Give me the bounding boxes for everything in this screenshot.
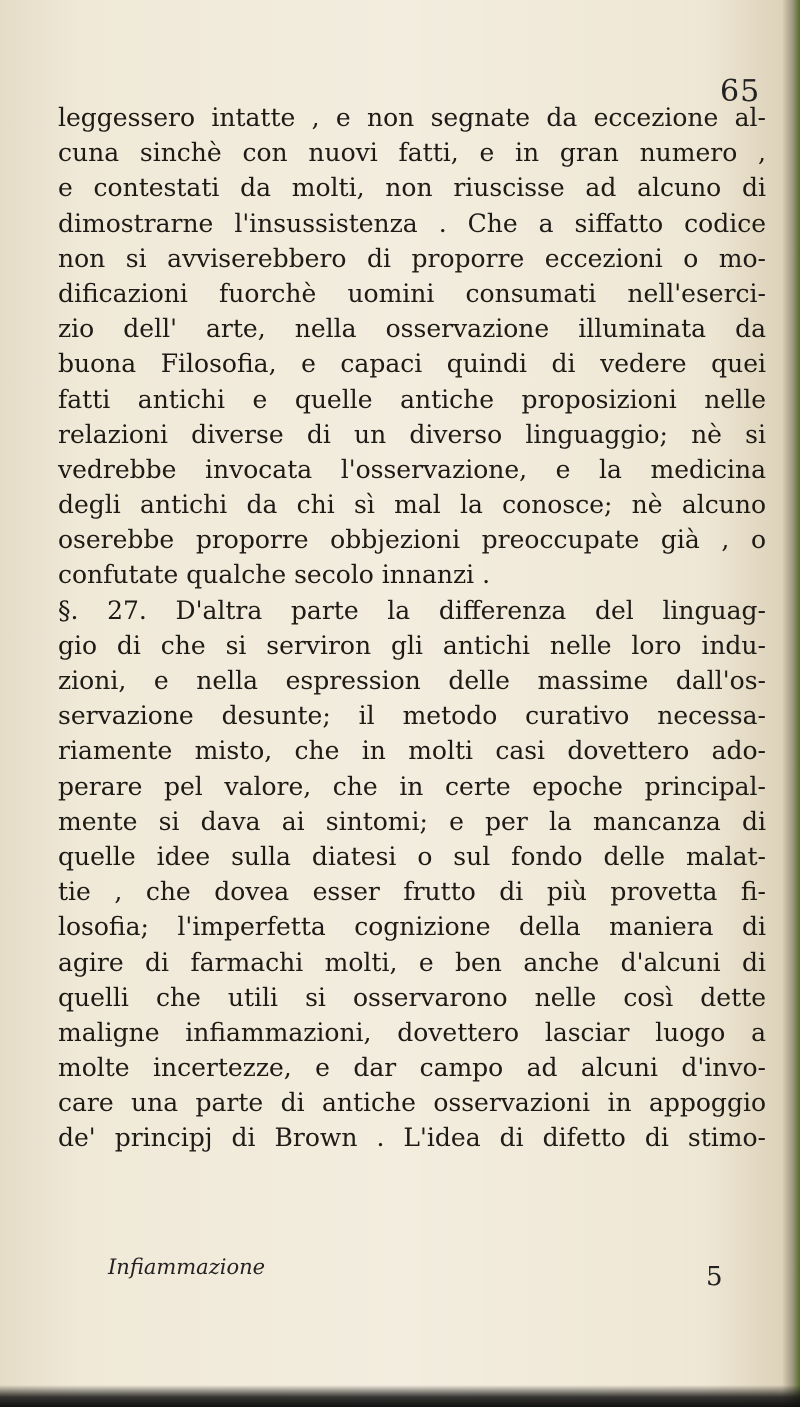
text-line: maligne infiammazioni, dovettero lasciar luogo a: [58, 1017, 766, 1047]
text-line: dificazioni fuorchè uomini consumati nell'eserci-: [58, 278, 766, 308]
text-line: zioni, e nella espression delle massime dall'os-: [58, 666, 766, 695]
text-line: cuna sinchè con nuovi fatti, e in gran numero ,: [58, 138, 766, 168]
text-line: fatti antichi e quelle antiche proposizioni nelle: [58, 384, 766, 414]
text-line: losofia; l'imperfetta cognizione della maniera di: [58, 912, 766, 942]
text-line: servazione desunte; il metodo curativo necessa-: [58, 701, 766, 731]
body-text: [58, 100, 766, 1156]
text-line: quelle idee sulla diatesi o sul fondo delle malat-: [58, 841, 766, 871]
text-line: e contestati da molti, non riuscisse ad alcuno di: [58, 173, 766, 203]
signature-mark: 5: [706, 1262, 723, 1292]
paragraph-end-line: confutate qualche secolo innanzi .: [58, 560, 491, 590]
text-line: perare pel valore, che in certe epoche principal-: [58, 771, 766, 801]
text-line: tie , che dovea esser frutto di più provetta fi-: [58, 877, 766, 907]
page-number: 65: [720, 74, 761, 109]
text-line: mente si dava ai sintomi; e per la mancanza di: [58, 806, 766, 836]
text-line: vedrebbe invocata l'osservazione, e la medicina: [58, 454, 766, 484]
text-line: de' principj di Brown . L'idea di difetto di stimo-: [58, 1123, 766, 1153]
text-line: non si avviserebbero di proporre eccezioni o mo-: [58, 243, 766, 273]
section-start-line: §. 27. D'altra parte la differenza del linguag-: [58, 595, 766, 625]
text-line: relazioni diverse di un diverso linguaggio; nè si: [58, 419, 766, 449]
scan-bottom-border: [0, 1385, 800, 1407]
text-line: buona Filosofia, e capaci quindi di vedere quei: [58, 349, 766, 379]
text-line: molte incertezze, e dar campo ad alcuni d'invo-: [58, 1053, 766, 1083]
text-line: gio di che si serviron gli antichi nelle loro indu-: [58, 630, 766, 660]
text-line: care una parte di antiche osservazioni in appoggio: [58, 1088, 766, 1118]
text-line: agire di farmachi molti, e ben anche d'alcuni di: [58, 947, 766, 977]
page-edge-shadow: [782, 0, 800, 1407]
text-line: dimostrarne l'insussistenza . Che a siffatto codice: [58, 208, 766, 238]
text-line: riamente misto, che in molti casi dovettero ado-: [58, 736, 766, 766]
text-line: zio dell' arte, nella osservazione illuminata da: [58, 314, 766, 344]
text-line: degli antichi da chi sì mal la conosce; nè alcuno: [58, 490, 766, 520]
catchword: Infiammazione: [108, 1255, 266, 1279]
text-line: leggessero intatte , e non segnate da eccezione al-: [58, 103, 766, 132]
text-line: quelli che utili si osservarono nelle così dette: [58, 982, 766, 1012]
text-line: oserebbe proporre obbjezioni preoccupate già , o: [58, 525, 766, 555]
